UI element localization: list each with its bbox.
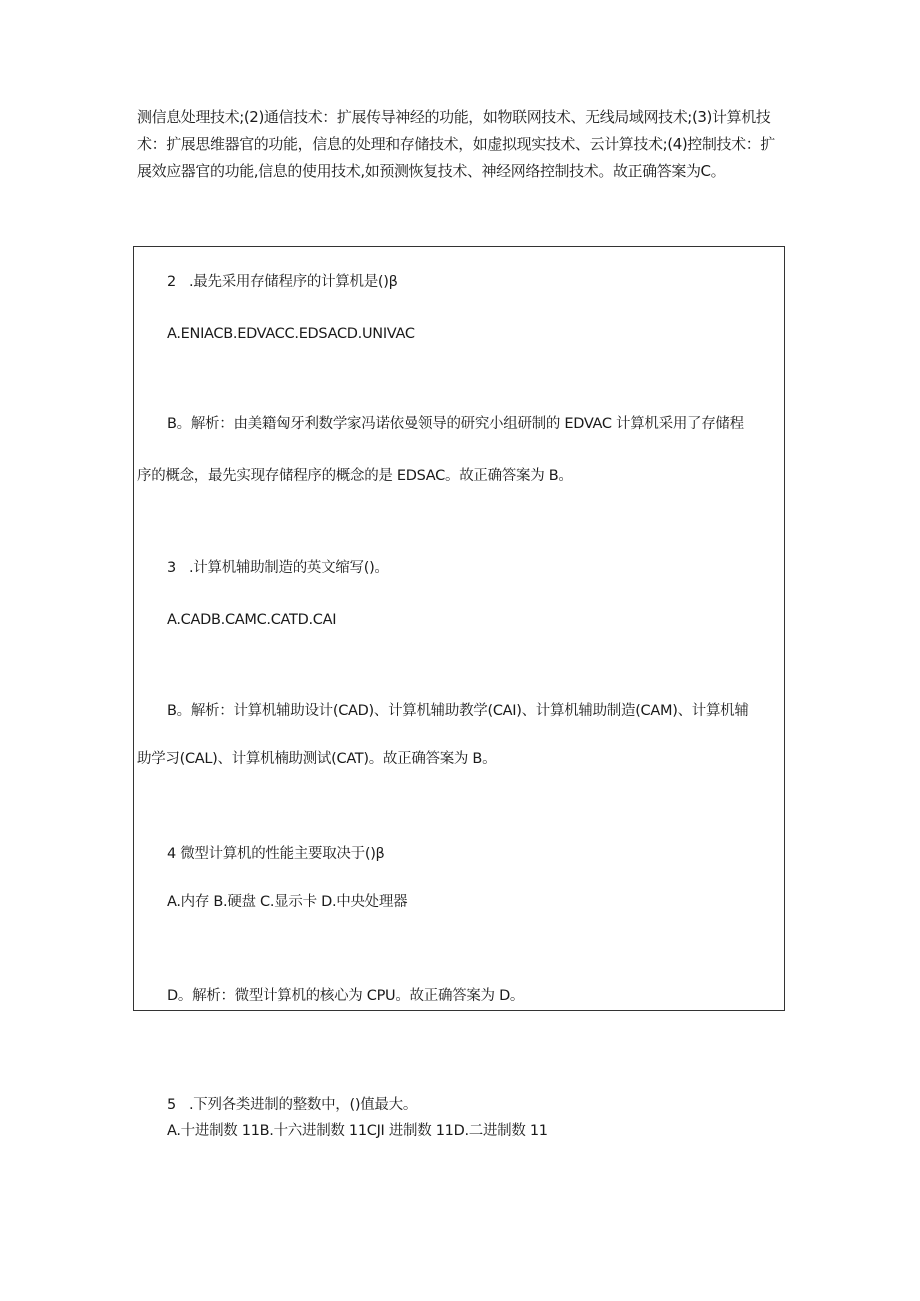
- question-3-stem: [167, 558, 389, 578]
- question-5-number: 5: [167, 1097, 176, 1113]
- question-2-answer-line2: 序的概念，最先实现存储程序的概念的是 EDSAC。故正确答案为 B。: [137, 468, 573, 484]
- question-3-answer-line1: B。解析：计算机辅助设计(CAD)、计算机辅助教学(CAI)、计算机辅助制造(CAM)、计算机辅: [167, 703, 749, 719]
- question-4-options: A.内存 B.硬盘 C.显示卡 D.中央处理器: [167, 894, 408, 910]
- question-2-stem: [167, 272, 398, 292]
- question-4-stem: 4 微型计算机的性能主要取决于()β: [167, 846, 385, 862]
- question-2-text: .最先采用存储程序的计算机是()β: [189, 274, 398, 290]
- question-2-answer-line1: B。解析：由美籍匈牙利数学家冯诺依曼领导的研究小组研制的 EDVAC 计算机采用了存储程: [167, 416, 744, 432]
- question-3-text: .计算机辅助制造的英文缩写()。: [189, 560, 389, 576]
- question-3-answer-line2: 助学习(CAL)、计算机楠助测试(CAT)。故正确答案为 B。: [137, 751, 497, 767]
- question-2-number: 2: [167, 274, 176, 290]
- question-3-options: A.CADB.CAMC.CATD.CAI: [167, 612, 337, 628]
- question-3-number: 3: [167, 560, 176, 576]
- question-2-options: A.ENIACB.EDVACC.EDSACD.UNIVAC: [167, 326, 415, 342]
- question-4-answer-line1: D。解析：微型计算机的核心为 CPU。故正确答案为 D。: [167, 988, 525, 1004]
- intro-paragraph: 测信息处理技术;(2)通信技术：扩展传导神经的功能，如物联网技术、无线局域网技术;(3)计算机技术：扩展思维器官的功能，信息的处理和存储技术，如虚拟现实技术、云计算技术;(4)控制技术：扩展效应器官的功能,信息的使用技术,如预测恢复技术、神经网络控制技术。故正确答案为C。: [137, 108, 775, 180]
- question-5-stem: [167, 1095, 417, 1115]
- question-5-text: .下列各类进制的整数中，()值最大。: [189, 1097, 418, 1113]
- question-5-options: A.十进制数 11B.十六进制数 11CJI 进制数 11D.二进制数 11: [167, 1123, 548, 1139]
